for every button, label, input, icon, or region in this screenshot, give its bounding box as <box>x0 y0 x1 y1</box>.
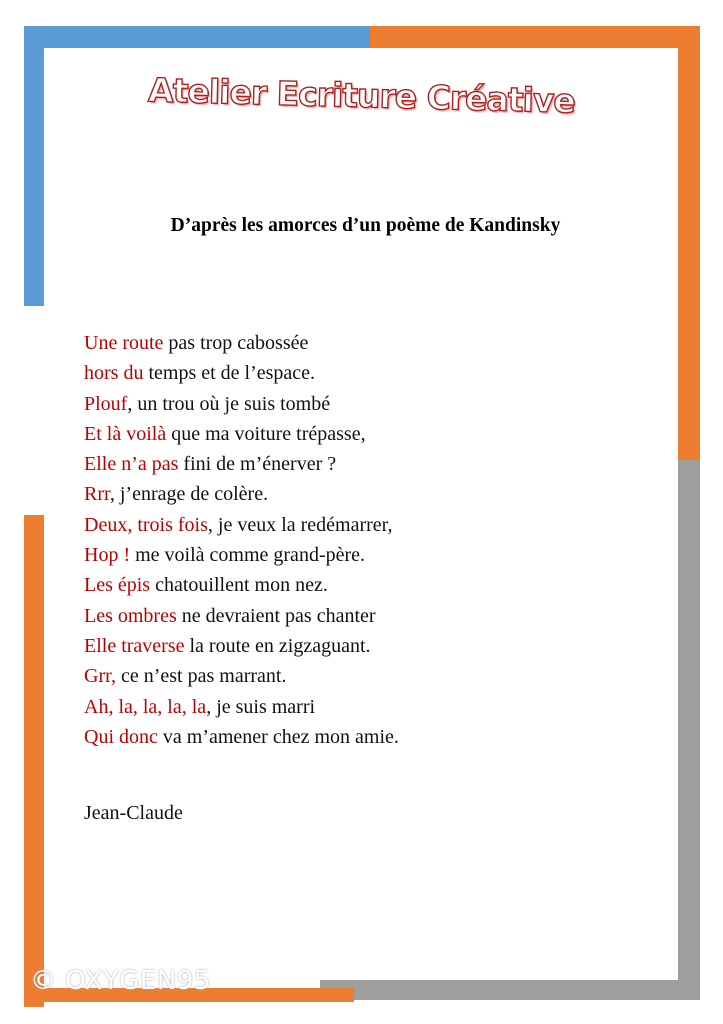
poem-amorce: Hop ! <box>84 544 131 567</box>
poem-amorce: Elle traverse <box>84 634 185 657</box>
poem-line <box>84 601 399 631</box>
poem-line-text: que ma voiture trépasse, <box>166 422 366 445</box>
poem-author: Jean-Claude <box>84 802 183 824</box>
poem-amorce: Rrr <box>84 483 110 506</box>
poem-line-text: , je suis marri <box>206 695 316 718</box>
poem-amorce: Elle n’a pas <box>84 453 179 476</box>
poem-amorce: hors du <box>84 362 144 385</box>
poem-line <box>84 449 399 479</box>
frame-grey-right <box>678 460 700 1000</box>
poem-line-text: temps et de l’espace. <box>143 362 316 385</box>
poem-line <box>84 419 399 449</box>
poem-amorce: Deux, trois fois <box>84 513 208 536</box>
poem-amorce: Grr, <box>84 665 116 688</box>
poem-amorce: Une route <box>84 332 164 354</box>
poem-line-text: fini de m’énerver ? <box>178 453 337 476</box>
poem-amorce: Plouf <box>84 392 128 415</box>
poem-line-text: va m’amener chez mon amie. <box>157 725 399 748</box>
frame-orange-left <box>24 515 44 1007</box>
workshop-banner-title: Atelier Ecriture Créative <box>147 70 576 121</box>
poem-line-text: pas trop cabossée <box>163 332 309 354</box>
poem-line <box>84 358 399 388</box>
poem-line-text: , j’enrage de colère. <box>109 483 269 506</box>
poem-line <box>84 540 399 570</box>
poem-line <box>84 389 399 419</box>
poem-line <box>84 328 399 358</box>
poem-line-text: me voilà comme grand-père. <box>130 544 366 567</box>
poem-line-text: ne devraient pas chanter <box>176 604 376 627</box>
poem-line-text: , un trou où je suis tombé <box>127 392 331 415</box>
poem-amorce: Ah, la, la, la, la <box>84 695 207 718</box>
poem-line <box>84 510 399 540</box>
poem-line <box>84 722 399 752</box>
poem-line <box>84 661 399 691</box>
page-subtitle: D’après les amorces d’un poème de Kandinsky <box>170 215 561 236</box>
poem-line <box>84 692 399 722</box>
poem-line-text: ce n’est pas marrant. <box>115 665 287 688</box>
poem-amorce: Les ombres <box>84 604 177 627</box>
copyright-watermark: © OXYGEN95 <box>30 966 211 996</box>
poem-line <box>84 570 399 600</box>
poem-amorce: Et là voilà <box>84 422 167 445</box>
poem-amorce: Les épis <box>84 574 151 597</box>
poem-line <box>84 631 399 661</box>
poem-line-text: , je veux la redémarrer, <box>207 513 393 536</box>
poem-line-text: la route en zigzaguant. <box>184 634 371 657</box>
poem-line <box>84 479 399 509</box>
poem-amorce: Qui donc <box>84 725 158 748</box>
poem-line-text: chatouillent mon nez. <box>150 574 328 597</box>
frame-grey-bottom <box>320 980 700 1000</box>
frame-orange-top <box>370 26 700 48</box>
poem <box>84 328 399 752</box>
